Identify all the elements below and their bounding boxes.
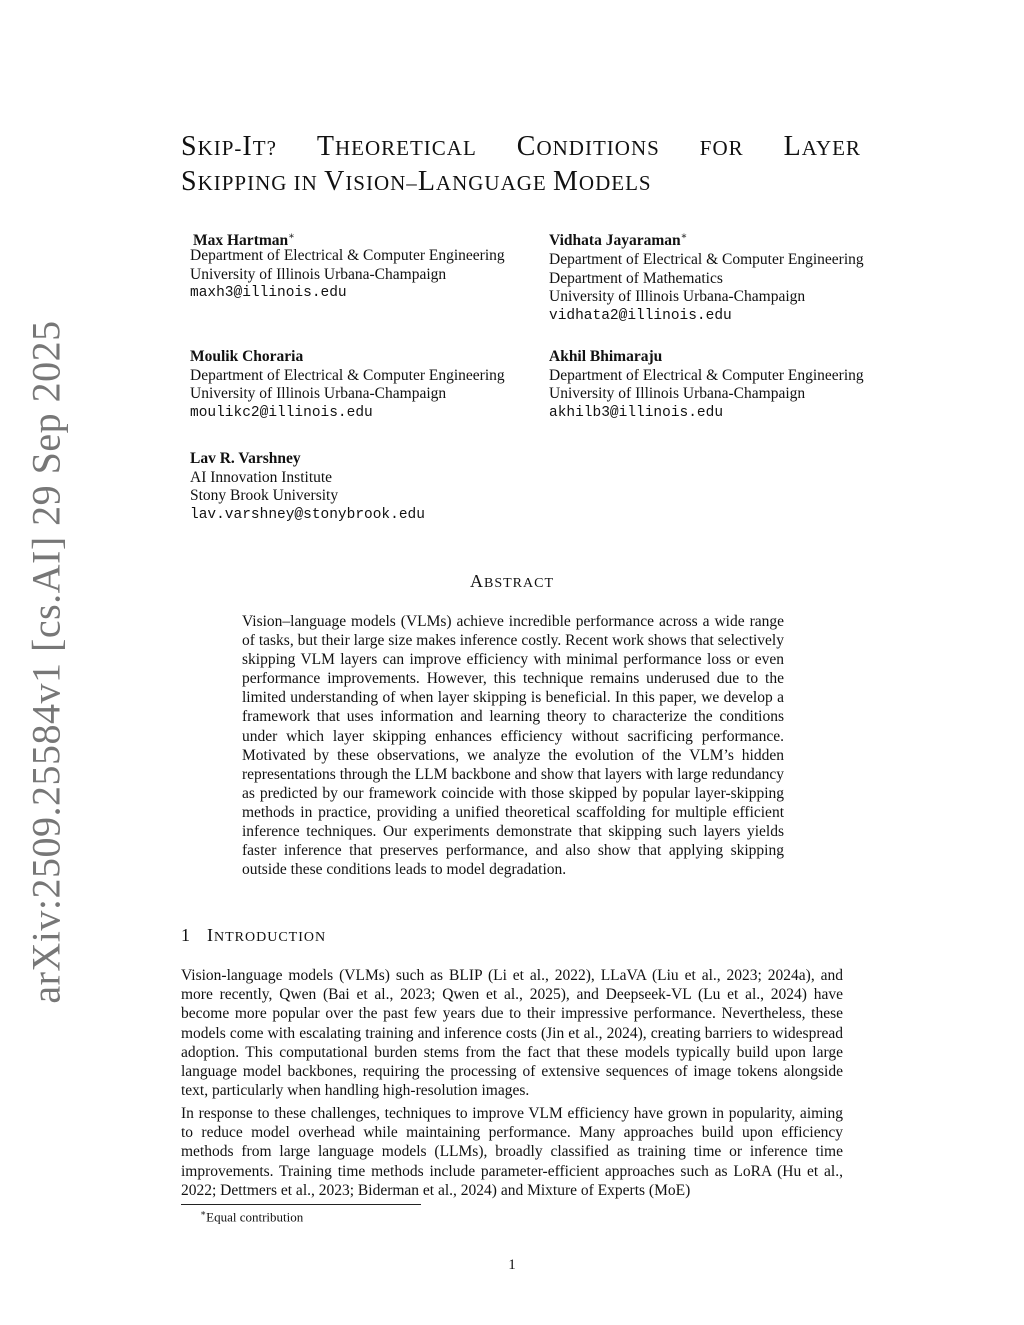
author-name: Vidhata Jayaraman∗	[549, 231, 688, 250]
section-heading: 1 INTRODUCTION	[181, 925, 327, 945]
title-word: SKIP-IT?	[181, 131, 277, 162]
author-block: Lav R. Varshney AI Innovation Institute Stony Brook University lav.varshney@stonybrook.edu	[190, 450, 425, 524]
author-name: Akhil Bhimaraju	[549, 348, 663, 365]
title-word: LAYER	[783, 131, 861, 162]
author-block: Moulik Choraria Department of Electrical & Computer Engineering University of Illinois Urbana-Champaign moulikc2@illinois.edu	[190, 348, 505, 422]
author-name: Lav R. Varshney	[190, 450, 301, 467]
author-name: Moulik Choraria	[190, 348, 304, 365]
author-affiliation: Department of Electrical & Computer Engineering University of Illinois Urbana-Champaign maxh3@illinois.edu	[190, 247, 505, 302]
title-word: FOR	[699, 136, 744, 160]
author-email[interactable]: lav.varshney@stonybrook.edu	[190, 507, 425, 524]
title-line-2: SKIPPING IN VISION–LANGUAGE MODELS	[181, 166, 652, 197]
footnote: ∗Equal contribution	[200, 1208, 304, 1225]
author-email[interactable]: moulikc2@illinois.edu	[190, 405, 373, 422]
abstract-text: Vision–language models (VLMs) achieve incredible performance across a wide range of tasks, but their large size makes inference costly. Recent work shows that selectively skipping VLM layers can improve efficiency with minimal performance loss or even performance improvements. However, this technique remains underused due to the limited understanding of when layer skipping is beneficial. In this paper, we develop a framework that uses information and learning theory to characterize the conditions under which layer skipping enhances efficiency without sacrificing performance. Motivated by these observations, we analyze the evolution of the VLM’s hidden representations through the LLM backbone and show that layers with large redundancy as predicted by our framework coincide with those skipped by popular layer-skipping methods in practice, providing a unified theoretical scaffolding for multiple efficient inference techniques. Our experiments demonstrate that skipping such layers yields faster inference that preserves performance, and also show that applying skipping outside these conditions leads to model degradation.	[242, 613, 784, 879]
author-email[interactable]: maxh3@illinois.edu	[190, 285, 347, 302]
author-block: Vidhata Jayaraman∗ Department of Electrical & Computer Engineering Department of Mathematics University of Illinois Urbana-Champaign vidhata2@illinois.edu	[549, 228, 864, 326]
author-name: Max Hartman∗	[193, 231, 295, 250]
author-block: Akhil Bhimaraju Department of Electrical & Computer Engineering University of Illinois Urbana-Champaign akhilb3@illinois.edu	[549, 348, 864, 422]
body-paragraph: Vision-language models (VLMs) such as BLIP (Li et al., 2022), LLaVA (Liu et al., 2023; 2024a), and more recently, Qwen (Bai et al., 2023; Qwen et al., 2025), and Deepseek-VL (Lu et al., 2024) have become more popular over the past few years due to their impressive performance. Nevertheless, these models come with escalating training and inference costs (Jin et al., 2024), creating barriers to widespread adoption. This computational burden stems from the fact that these models typically build upon large language model backbones, requiring the processing of extensive sequences of image tokens alongside text, particularly when handling high-resolution images.	[181, 967, 843, 1100]
author-email[interactable]: akhilb3@illinois.edu	[549, 405, 724, 422]
title-word: THEORETICAL	[316, 131, 477, 162]
author-email[interactable]: vidhata2@illinois.edu	[549, 307, 732, 324]
abstract-heading: ABSTRACT	[469, 571, 554, 591]
arxiv-stamp: arXiv:2509.25584v1 [cs.AI] 29 Sep 2025	[23, 320, 69, 1004]
footnote-rule	[181, 1204, 421, 1205]
body-paragraph: In response to these challenges, techniques to improve VLM efficiency have grown in popularity, aiming to reduce model overhead while maintaining performance. Many approaches build upon efficiency methods from large language models (LLMs), broadly classified as training time or inference time improvements. Training time methods include parameter-efficient approaches such as LoRA (Hu et al., 2022; Dettmers et al., 2023; Biderman et al., 2024) and Mixture of Experts (MoE)	[181, 1105, 843, 1199]
paper-title	[181, 130, 861, 200]
page-number: 1	[508, 1257, 516, 1273]
title-word: CONDITIONS	[516, 131, 660, 162]
